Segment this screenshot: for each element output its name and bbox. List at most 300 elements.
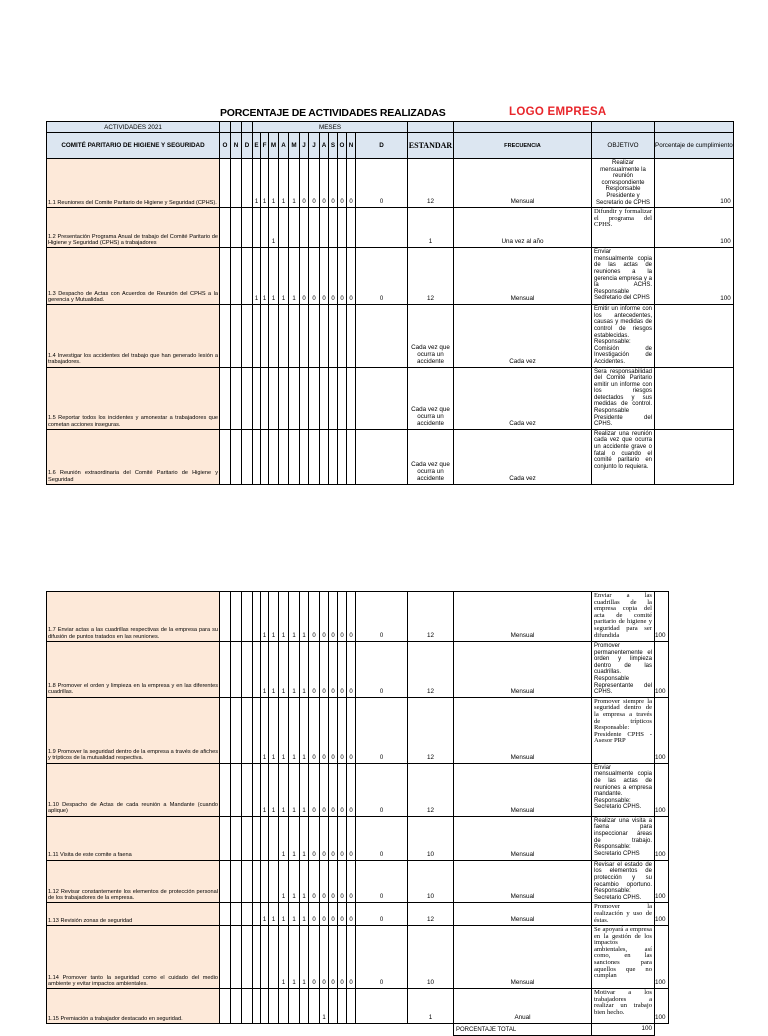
month-cell: [220, 367, 231, 429]
porcentaje-cell: 100: [655, 860, 669, 903]
month-cell: [269, 926, 279, 989]
month-cell: [253, 367, 261, 429]
month-cell: [220, 926, 231, 989]
month-cell: [279, 989, 289, 1024]
month-cell: [253, 305, 261, 367]
frecuencia-cell: Mensual: [454, 248, 592, 305]
month-cell: 1: [279, 592, 289, 642]
month-cell: 0: [356, 697, 408, 763]
month-cell: [231, 926, 242, 989]
activity-cell: 1.9 Promover la seguridad dentro de la empresa a través de afiches y trípticos de la mutualidad respectiva.: [47, 697, 220, 763]
month-cell: 1: [261, 642, 269, 698]
month-cell: [220, 208, 231, 248]
month-cell: 0: [320, 860, 329, 903]
month-cell: [338, 208, 347, 248]
month-cell: [309, 429, 320, 484]
month-cell: [329, 208, 338, 248]
month-cell: 0: [347, 816, 356, 860]
month-cell: [300, 429, 309, 484]
month-cell: 1: [289, 248, 300, 305]
porcentaje-cell: 100: [655, 763, 669, 816]
month-cell: 0: [356, 926, 408, 989]
month-cell: 0: [338, 248, 347, 305]
month-cell: [356, 429, 408, 484]
month-cell: 0: [356, 763, 408, 816]
month-cell: 1: [269, 903, 279, 926]
objetivo-cell: Realizar una visita a faena para inspeccionar áreas de trabajo. Responsable: Secretario CPHS: [592, 816, 655, 860]
objetivo-cell: Difundir y formalizar el programa del CPHS.: [592, 208, 655, 248]
header-month: M: [269, 133, 279, 159]
page-title: PORCENTAJE DE ACTIVIDADES REALIZADAS: [220, 107, 446, 119]
header-month: N: [347, 133, 356, 159]
month-cell: 0: [338, 860, 347, 903]
table-row: [47, 926, 669, 989]
table-row: [47, 305, 734, 367]
month-cell: 1: [289, 763, 300, 816]
month-cell: [231, 248, 242, 305]
month-cell: [242, 763, 253, 816]
month-cell: 0: [320, 159, 329, 208]
objetivo-cell: Realizar mensualmente la reunión correspondiente Responsable Presidente y Secretario de CPHS: [592, 159, 655, 208]
month-cell: 1: [300, 926, 309, 989]
header-comite: COMITÉ PARITARIO DE HIGIENE Y SEGURIDAD: [47, 133, 220, 159]
header-meses: MESES: [253, 122, 408, 133]
month-cell: [231, 989, 242, 1024]
month-cell: 1: [261, 697, 269, 763]
month-cell: 0: [329, 816, 338, 860]
month-cell: 0: [309, 926, 320, 989]
month-cell: 1: [269, 208, 279, 248]
month-cell: 1: [289, 642, 300, 698]
month-cell: 0: [320, 816, 329, 860]
porcentaje-cell: 100: [655, 697, 669, 763]
porcentaje-cell: 100: [655, 208, 734, 248]
month-cell: 1: [279, 816, 289, 860]
month-cell: 1: [300, 763, 309, 816]
table-row: [47, 860, 669, 903]
month-cell: [279, 429, 289, 484]
month-cell: [320, 429, 329, 484]
table-row: [47, 816, 669, 860]
month-cell: 1: [269, 763, 279, 816]
month-cell: 1: [279, 642, 289, 698]
objetivo-cell: Enviar mensualmente copia de las actas de reuniones a empresa mandante. Responsable: Secretario CPHS.: [592, 763, 655, 816]
month-cell: [309, 305, 320, 367]
month-cell: [242, 592, 253, 642]
month-cell: 1: [289, 592, 300, 642]
month-cell: 0: [309, 697, 320, 763]
month-cell: 0: [347, 903, 356, 926]
month-cell: [242, 989, 253, 1024]
month-cell: [356, 367, 408, 429]
month-cell: 1: [289, 697, 300, 763]
objetivo-cell: Promover permanentemente el orden y limpieza dentro de las cuadrillas. Responsable Representante del CPHS.: [592, 642, 655, 698]
table-row: [47, 592, 669, 642]
month-cell: 1: [279, 248, 289, 305]
month-cell: [220, 903, 231, 926]
porcentaje-cell: [655, 305, 734, 367]
porcentaje-cell: 100: [655, 592, 669, 642]
header-actividades: ACTIVIDADES 2021: [47, 122, 220, 133]
month-cell: [269, 429, 279, 484]
month-cell: [242, 429, 253, 484]
objetivo-cell: Sera responsabilidad del Comité Paritario emitir un informe con los riesgos detectados y sus medidas de control. Responsable Presidente del CPHS.: [592, 367, 655, 429]
month-cell: [253, 642, 261, 698]
header-porcentaje: Porcentaje de cumplimiento: [655, 133, 734, 159]
month-cell: 0: [320, 697, 329, 763]
month-cell: [253, 429, 261, 484]
month-cell: [220, 697, 231, 763]
header-month: D: [242, 133, 253, 159]
month-cell: 0: [309, 159, 320, 208]
month-cell: [356, 208, 408, 248]
month-cell: 1: [261, 248, 269, 305]
month-cell: [261, 367, 269, 429]
month-cell: 0: [309, 642, 320, 698]
estandar-cell: 12: [408, 642, 454, 698]
month-cell: [231, 367, 242, 429]
month-cell: [261, 926, 269, 989]
month-cell: 1: [289, 816, 300, 860]
month-cell: 0: [329, 248, 338, 305]
porcentaje-cell: 100: [655, 926, 669, 989]
month-cell: [220, 305, 231, 367]
estandar-cell: Cada vez que ocurra un accidente: [408, 305, 454, 367]
month-cell: [231, 763, 242, 816]
month-cell: 0: [338, 642, 347, 698]
frecuencia-cell: Mensual: [454, 697, 592, 763]
header-month: A: [279, 133, 289, 159]
frecuencia-cell: Mensual: [454, 903, 592, 926]
month-cell: [329, 989, 338, 1024]
table-row: [47, 697, 669, 763]
month-cell: [253, 763, 261, 816]
porcentaje-cell: 100: [655, 903, 669, 926]
month-cell: 1: [300, 697, 309, 763]
month-cell: [242, 926, 253, 989]
activities-table-top: [46, 121, 734, 485]
porcentaje-cell: 100: [655, 989, 669, 1024]
frecuencia-cell: Mensual: [454, 592, 592, 642]
estandar-cell: 1: [408, 989, 454, 1024]
month-cell: [309, 367, 320, 429]
activity-cell: 1.7 Enviar actas a las cuadrillas respectivas de la empresa para su difusión de puntos tratados en las reuniones.: [47, 592, 220, 642]
estandar-cell: 1: [408, 208, 454, 248]
month-cell: 1: [269, 592, 279, 642]
month-cell: [242, 305, 253, 367]
month-cell: [220, 860, 231, 903]
estandar-cell: 12: [408, 697, 454, 763]
month-cell: [338, 367, 347, 429]
month-cell: [338, 305, 347, 367]
month-cell: 1: [320, 989, 329, 1024]
estandar-cell: 12: [408, 903, 454, 926]
month-cell: 0: [320, 642, 329, 698]
month-cell: 0: [329, 763, 338, 816]
month-cell: [220, 159, 231, 208]
month-cell: [289, 989, 300, 1024]
porcentaje-cell: 100: [655, 642, 669, 698]
month-cell: [231, 592, 242, 642]
month-cell: [231, 208, 242, 248]
month-cell: 0: [347, 860, 356, 903]
activity-cell: 1.4 Investigar los accidentes del trabajo que han generado lesión a trabajadores.: [47, 305, 220, 367]
month-cell: 1: [253, 159, 261, 208]
frecuencia-cell: Mensual: [454, 860, 592, 903]
table-row: [47, 248, 734, 305]
month-cell: 1: [300, 903, 309, 926]
month-cell: [347, 305, 356, 367]
month-cell: [253, 989, 261, 1024]
month-cell: [261, 429, 269, 484]
month-cell: 1: [261, 903, 269, 926]
month-cell: [320, 305, 329, 367]
month-cell: [242, 903, 253, 926]
month-cell: [220, 989, 231, 1024]
month-cell: 1: [269, 697, 279, 763]
frecuencia-cell: Cada vez: [454, 429, 592, 484]
objetivo-cell: Promover la realización y uso de éstas.: [592, 903, 655, 926]
month-cell: [329, 367, 338, 429]
table-row: [47, 208, 734, 248]
month-cell: [300, 367, 309, 429]
month-cell: [320, 208, 329, 248]
table-row: [47, 903, 669, 926]
month-cell: 0: [347, 697, 356, 763]
month-cell: 0: [347, 592, 356, 642]
activity-cell: 1.3 Despacho de Actas con Acuerdos de Reunión del CPHS a la gerencia y Mutualidad.: [47, 248, 220, 305]
month-cell: [347, 989, 356, 1024]
month-cell: 0: [329, 592, 338, 642]
header-month: E: [253, 133, 261, 159]
month-cell: [242, 860, 253, 903]
total-row: [47, 1024, 669, 1036]
month-cell: 0: [320, 763, 329, 816]
month-cell: 0: [300, 248, 309, 305]
month-cell: 0: [338, 816, 347, 860]
estandar-cell: 12: [408, 592, 454, 642]
porcentaje-cell: 100: [655, 248, 734, 305]
month-cell: [220, 592, 231, 642]
total-value: 100: [592, 1024, 655, 1036]
month-cell: [329, 429, 338, 484]
frecuencia-cell: Mensual: [454, 816, 592, 860]
objetivo-cell: Enviar mensualmente copia de las actas de reuniones a la gerencia empresa y a la ACHS. Responsable Sedretario del CPHS: [592, 248, 655, 305]
month-cell: [261, 208, 269, 248]
month-cell: 0: [329, 860, 338, 903]
estandar-cell: Cada vez que ocurra un accidente: [408, 429, 454, 484]
month-cell: 0: [300, 159, 309, 208]
activity-cell: 1.2 Presentación Programa Anual de trabajo del Comité Paritario de Higiene y Seguridad (CPHS) a trabajadores: [47, 208, 220, 248]
header-month: M: [289, 133, 300, 159]
header-month: O: [220, 133, 231, 159]
estandar-cell: 12: [408, 763, 454, 816]
month-cell: 1: [279, 697, 289, 763]
objetivo-cell: Emitir un informe con los antecedentes, causas y medidas de control de riesgos establecidas. Responsable: Comisión de Investigación de Accidentes.: [592, 305, 655, 367]
month-cell: [220, 816, 231, 860]
month-cell: [231, 305, 242, 367]
frecuencia-cell: Cada vez: [454, 305, 592, 367]
month-cell: 0: [338, 592, 347, 642]
objetivo-cell: Enviar a las cuadrillas de la empresa copia del acta de comité paritario de higiene y seguridad para ser difundida: [592, 592, 655, 642]
month-cell: 0: [320, 926, 329, 989]
month-cell: 0: [356, 248, 408, 305]
month-cell: [269, 860, 279, 903]
objetivo-cell: Se apoyará a empresa en la gestión de los impactos ambientales, así como, en las sanciones para aquellos que no cumplan: [592, 926, 655, 989]
header-month: F: [261, 133, 269, 159]
month-cell: [289, 305, 300, 367]
month-cell: 1: [261, 763, 269, 816]
estandar-cell: 10: [408, 860, 454, 903]
month-cell: [220, 763, 231, 816]
frecuencia-cell: Mensual: [454, 159, 592, 208]
objetivo-cell: Motivar a los trabajadores a realizar un trabajo bien hecho.: [592, 989, 655, 1024]
month-cell: 1: [253, 248, 261, 305]
month-cell: 0: [356, 860, 408, 903]
header-estandar: ESTANDAR: [408, 133, 454, 159]
month-cell: [253, 697, 261, 763]
month-cell: 1: [279, 903, 289, 926]
activity-cell: 1.14 Promover tanto la seguridad como el cuidado del medio ambiente y evitar impactos ambientales.: [47, 926, 220, 989]
month-cell: [231, 159, 242, 208]
month-cell: 1: [269, 248, 279, 305]
table-row: [47, 429, 734, 484]
table-row: [47, 642, 669, 698]
objetivo-cell: Promover siempre la seguridad dentro de la empresa a través de trípticos Responsable: Presidente CPHS - Asesor PRP: [592, 697, 655, 763]
month-cell: [289, 208, 300, 248]
month-cell: [231, 429, 242, 484]
month-cell: [253, 208, 261, 248]
month-cell: 0: [309, 592, 320, 642]
activity-cell: 1.1 Reuniones del Comite Paritario de Higiene y Seguridad (CPHS).: [47, 159, 220, 208]
month-cell: [220, 429, 231, 484]
month-cell: 1: [300, 860, 309, 903]
porcentaje-cell: [655, 367, 734, 429]
month-cell: 1: [289, 860, 300, 903]
month-cell: [261, 305, 269, 367]
frecuencia-cell: Mensual: [454, 763, 592, 816]
month-cell: 1: [261, 159, 269, 208]
month-cell: 0: [329, 903, 338, 926]
month-cell: 0: [309, 860, 320, 903]
month-cell: [231, 860, 242, 903]
month-cell: 0: [347, 159, 356, 208]
activity-cell: 1.15 Premiación a trabajador destacado en seguridad.: [47, 989, 220, 1024]
activity-cell: 1.6 Reunión extraordinaria del Comité Paritario de Higiene y Seguridad: [47, 429, 220, 484]
month-cell: 0: [309, 816, 320, 860]
porcentaje-cell: [655, 429, 734, 484]
month-cell: 0: [338, 159, 347, 208]
month-cell: [300, 305, 309, 367]
month-cell: [253, 816, 261, 860]
estandar-cell: Cada vez que ocurra un accidente: [408, 367, 454, 429]
objetivo-cell: Realizar una reunión cada vez que ocurra un accidente grave o fatal o cuando el comité paritario en conjunto lo requiera.: [592, 429, 655, 484]
header-month: D: [356, 133, 408, 159]
porcentaje-cell: 100: [655, 159, 734, 208]
header-month: N: [231, 133, 242, 159]
month-cell: 0: [347, 763, 356, 816]
month-cell: [338, 429, 347, 484]
month-cell: 0: [338, 926, 347, 989]
activities-table-bottom: [46, 591, 669, 1036]
header-month: J: [300, 133, 309, 159]
porcentaje-cell: 100: [655, 816, 669, 860]
month-cell: 0: [329, 159, 338, 208]
month-cell: [242, 248, 253, 305]
month-cell: 0: [356, 592, 408, 642]
activity-cell: 1.5 Reportar todos los incidentes y amonestar a trabajadores que cometan acciones inseguras.: [47, 367, 220, 429]
table-row: [47, 989, 669, 1024]
month-cell: [269, 989, 279, 1024]
month-cell: [231, 816, 242, 860]
month-cell: [231, 697, 242, 763]
month-cell: 0: [338, 903, 347, 926]
table-row: [47, 367, 734, 429]
month-cell: [253, 860, 261, 903]
month-cell: [279, 305, 289, 367]
frecuencia-cell: Mensual: [454, 642, 592, 698]
month-cell: 1: [279, 926, 289, 989]
table-row: [47, 159, 734, 208]
month-cell: 0: [356, 642, 408, 698]
header-month: A: [320, 133, 329, 159]
month-cell: 1: [279, 763, 289, 816]
month-cell: [253, 903, 261, 926]
company-logo: LOGO EMPRESA: [509, 106, 607, 118]
frecuencia-cell: Mensual: [454, 926, 592, 989]
header-objetivo: OBJETIVO: [592, 133, 655, 159]
table-row: [47, 763, 669, 816]
month-cell: 1: [269, 642, 279, 698]
month-cell: [329, 305, 338, 367]
month-cell: 0: [356, 903, 408, 926]
estandar-cell: 12: [408, 159, 454, 208]
activity-cell: 1.13 Revisión zonas de seguridad: [47, 903, 220, 926]
month-cell: 0: [329, 697, 338, 763]
header-month: O: [338, 133, 347, 159]
month-cell: 1: [300, 642, 309, 698]
month-cell: [231, 903, 242, 926]
month-cell: 1: [279, 860, 289, 903]
month-cell: 0: [347, 248, 356, 305]
month-cell: 0: [329, 642, 338, 698]
month-cell: [347, 208, 356, 248]
month-cell: [347, 429, 356, 484]
frecuencia-cell: Anual: [454, 989, 592, 1024]
month-cell: 1: [289, 903, 300, 926]
month-cell: [289, 429, 300, 484]
month-cell: 1: [279, 159, 289, 208]
month-cell: 1: [289, 159, 300, 208]
month-cell: [261, 860, 269, 903]
month-cell: [242, 208, 253, 248]
month-cell: [220, 248, 231, 305]
month-cell: [220, 642, 231, 698]
month-cell: 0: [320, 248, 329, 305]
month-cell: [269, 305, 279, 367]
month-cell: [261, 989, 269, 1024]
month-cell: [347, 367, 356, 429]
month-cell: [338, 989, 347, 1024]
month-cell: 0: [338, 697, 347, 763]
month-cell: [289, 367, 300, 429]
month-cell: [269, 367, 279, 429]
month-cell: 0: [320, 592, 329, 642]
month-cell: 0: [309, 903, 320, 926]
month-cell: [253, 592, 261, 642]
month-cell: 0: [356, 816, 408, 860]
month-cell: [253, 926, 261, 989]
